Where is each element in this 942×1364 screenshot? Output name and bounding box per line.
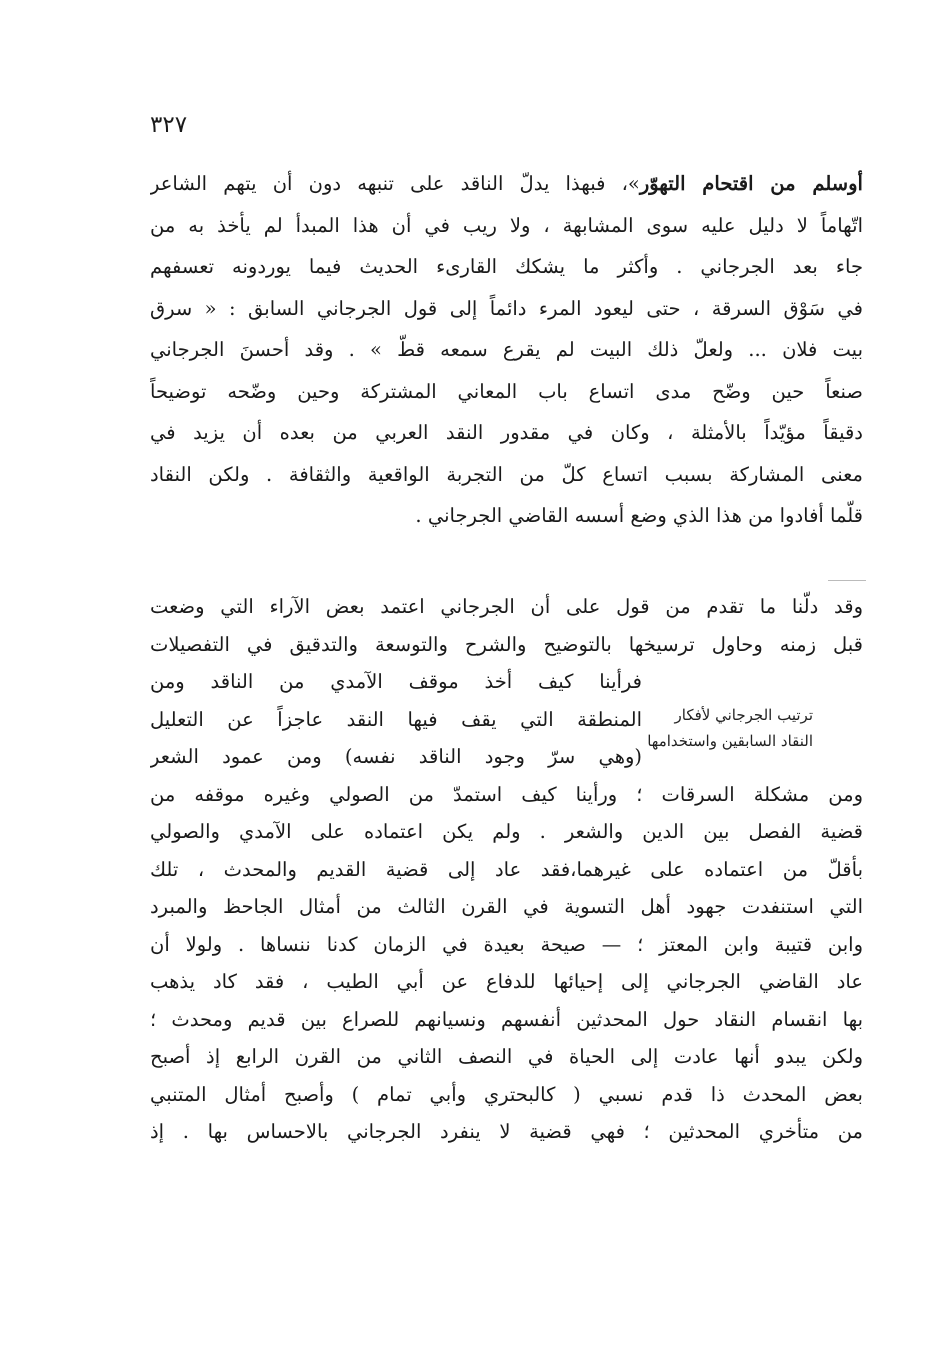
text-line: (وهي سرّ وجود الناقد نفسه) ومن عمود الشعر — [150, 745, 642, 768]
text-line: قبل زمنه وحاول ترسيخها بالتوضيح والشرح والتوسعة والتدقيق في التفصيلات — [150, 632, 863, 656]
margin-note-line: النقاد السابقين واستخدامها — [647, 732, 813, 750]
bold-lead: أوسلم من اقتحام التهوّر — [639, 172, 863, 195]
text-line: وابن قتيبة وابن المعتز ؛ — صيحة بعيدة في الزمان كدنا ننساها . ولولا أن — [150, 932, 863, 956]
scan-speck — [828, 580, 866, 581]
text-line: فرأينا كيف أخذ موقف الآمدي من الناقد ومن — [150, 670, 642, 693]
text-line: بعض المحدث ذا قدم نسبي ( كالبحتري وأبي تمام ) وأصبح أمثال المتنبي — [150, 1082, 863, 1106]
text-line: في سَوْق السرقة ، حتى ليعود المرء دائماً إلى قول الجرجاني السابق : « سرق — [150, 296, 863, 320]
page-number: ٣٢٧ — [150, 112, 188, 138]
paragraph-2 — [150, 588, 863, 1151]
text-line: معنى المشاركة بسبب اتساع كلّ من التجربة الواقعية والثقافة . ولكن النقاد — [150, 462, 863, 486]
text-line: جاء بعد الجرجاني . وأكثر ما يشكك القارىء الحديث فيما يوردونه تعسفهم — [150, 255, 863, 278]
text-line — [150, 163, 863, 205]
text-line: بها انقسام النقاد حول المحدثين أنفسهم ونسيانهم للصراع بين قديم ومحدث ؛ — [150, 1007, 863, 1031]
text-line: وقد دلّنا ما تقدم من قول على أن الجرجاني اعتمد بعض الآراء التي وضعت — [150, 595, 863, 618]
text-line: صنعاً حين وضّح مدى اتساع باب المعاني المشتركة وحين وضّحه توضيحاً — [150, 379, 863, 403]
text-line: المنطقة التي يقف فيها النقد عاجزاً عن التعليل — [150, 707, 642, 731]
text-line: من متأخري المحدثين ؛ فهي قضية لا ينفرد الجرجاني بالاحساس بها . إذ — [150, 1120, 863, 1143]
text-line: قضية الفصل بين الدين والشعر . ولم يكن اعتماده على الآمدي والصولي — [150, 820, 863, 843]
margin-note-line: ترتيب الجرجاني لأفكار — [674, 706, 813, 724]
text-line: قلّما أفادوا من هذا الذي وضع أسسه القاضي الجرجاني . — [415, 504, 863, 527]
paragraph-1 — [150, 163, 863, 537]
text-line: دقيقاً مؤيّداً بالأمثلة ، وكان في مقدور النقد العربي من بعده أن يزيد في — [150, 421, 863, 444]
text-line: ولكن يبدو أنها عادت إلى الحياة في النصف الثاني من القرن الرابع إذ أصبح — [150, 1045, 863, 1068]
text-line: التي استنفدت جهود أهل التسوية في القرن الثالث من أمثال الجاحظ والمبرد — [150, 895, 863, 918]
text-line: ومن مشكلة السرقات ؛ ورأينا كيف استمدّ من الصولي وغيره موقفه من — [150, 782, 863, 806]
text-line: بيت فلان ... ولعلّ ذلك البيت لم يقرع سمعه قطّ » . وقد أحسنَ الجرجاني — [150, 338, 863, 361]
text-line: اتّهاماً لا دليل عليه سوى المشابهة ، ولا ريب في أن هذا المبدأ لم يأخذ به من — [150, 213, 863, 237]
text-line: بأقلّ من اعتماده على غيرهما،فقد عاد إلى قضية القديم والمحدث ، تلك — [150, 857, 863, 881]
text-line-rest: »، فبهذا يدلّ الناقد على تنبهه دون أن يتهم الشاعر — [150, 172, 640, 195]
margin-note — [630, 702, 813, 754]
text-line: عاد القاضي الجرجاني إلى إحيائها للدفاع عن أبي الطيب ، فقد كاد يذهب — [150, 970, 863, 993]
